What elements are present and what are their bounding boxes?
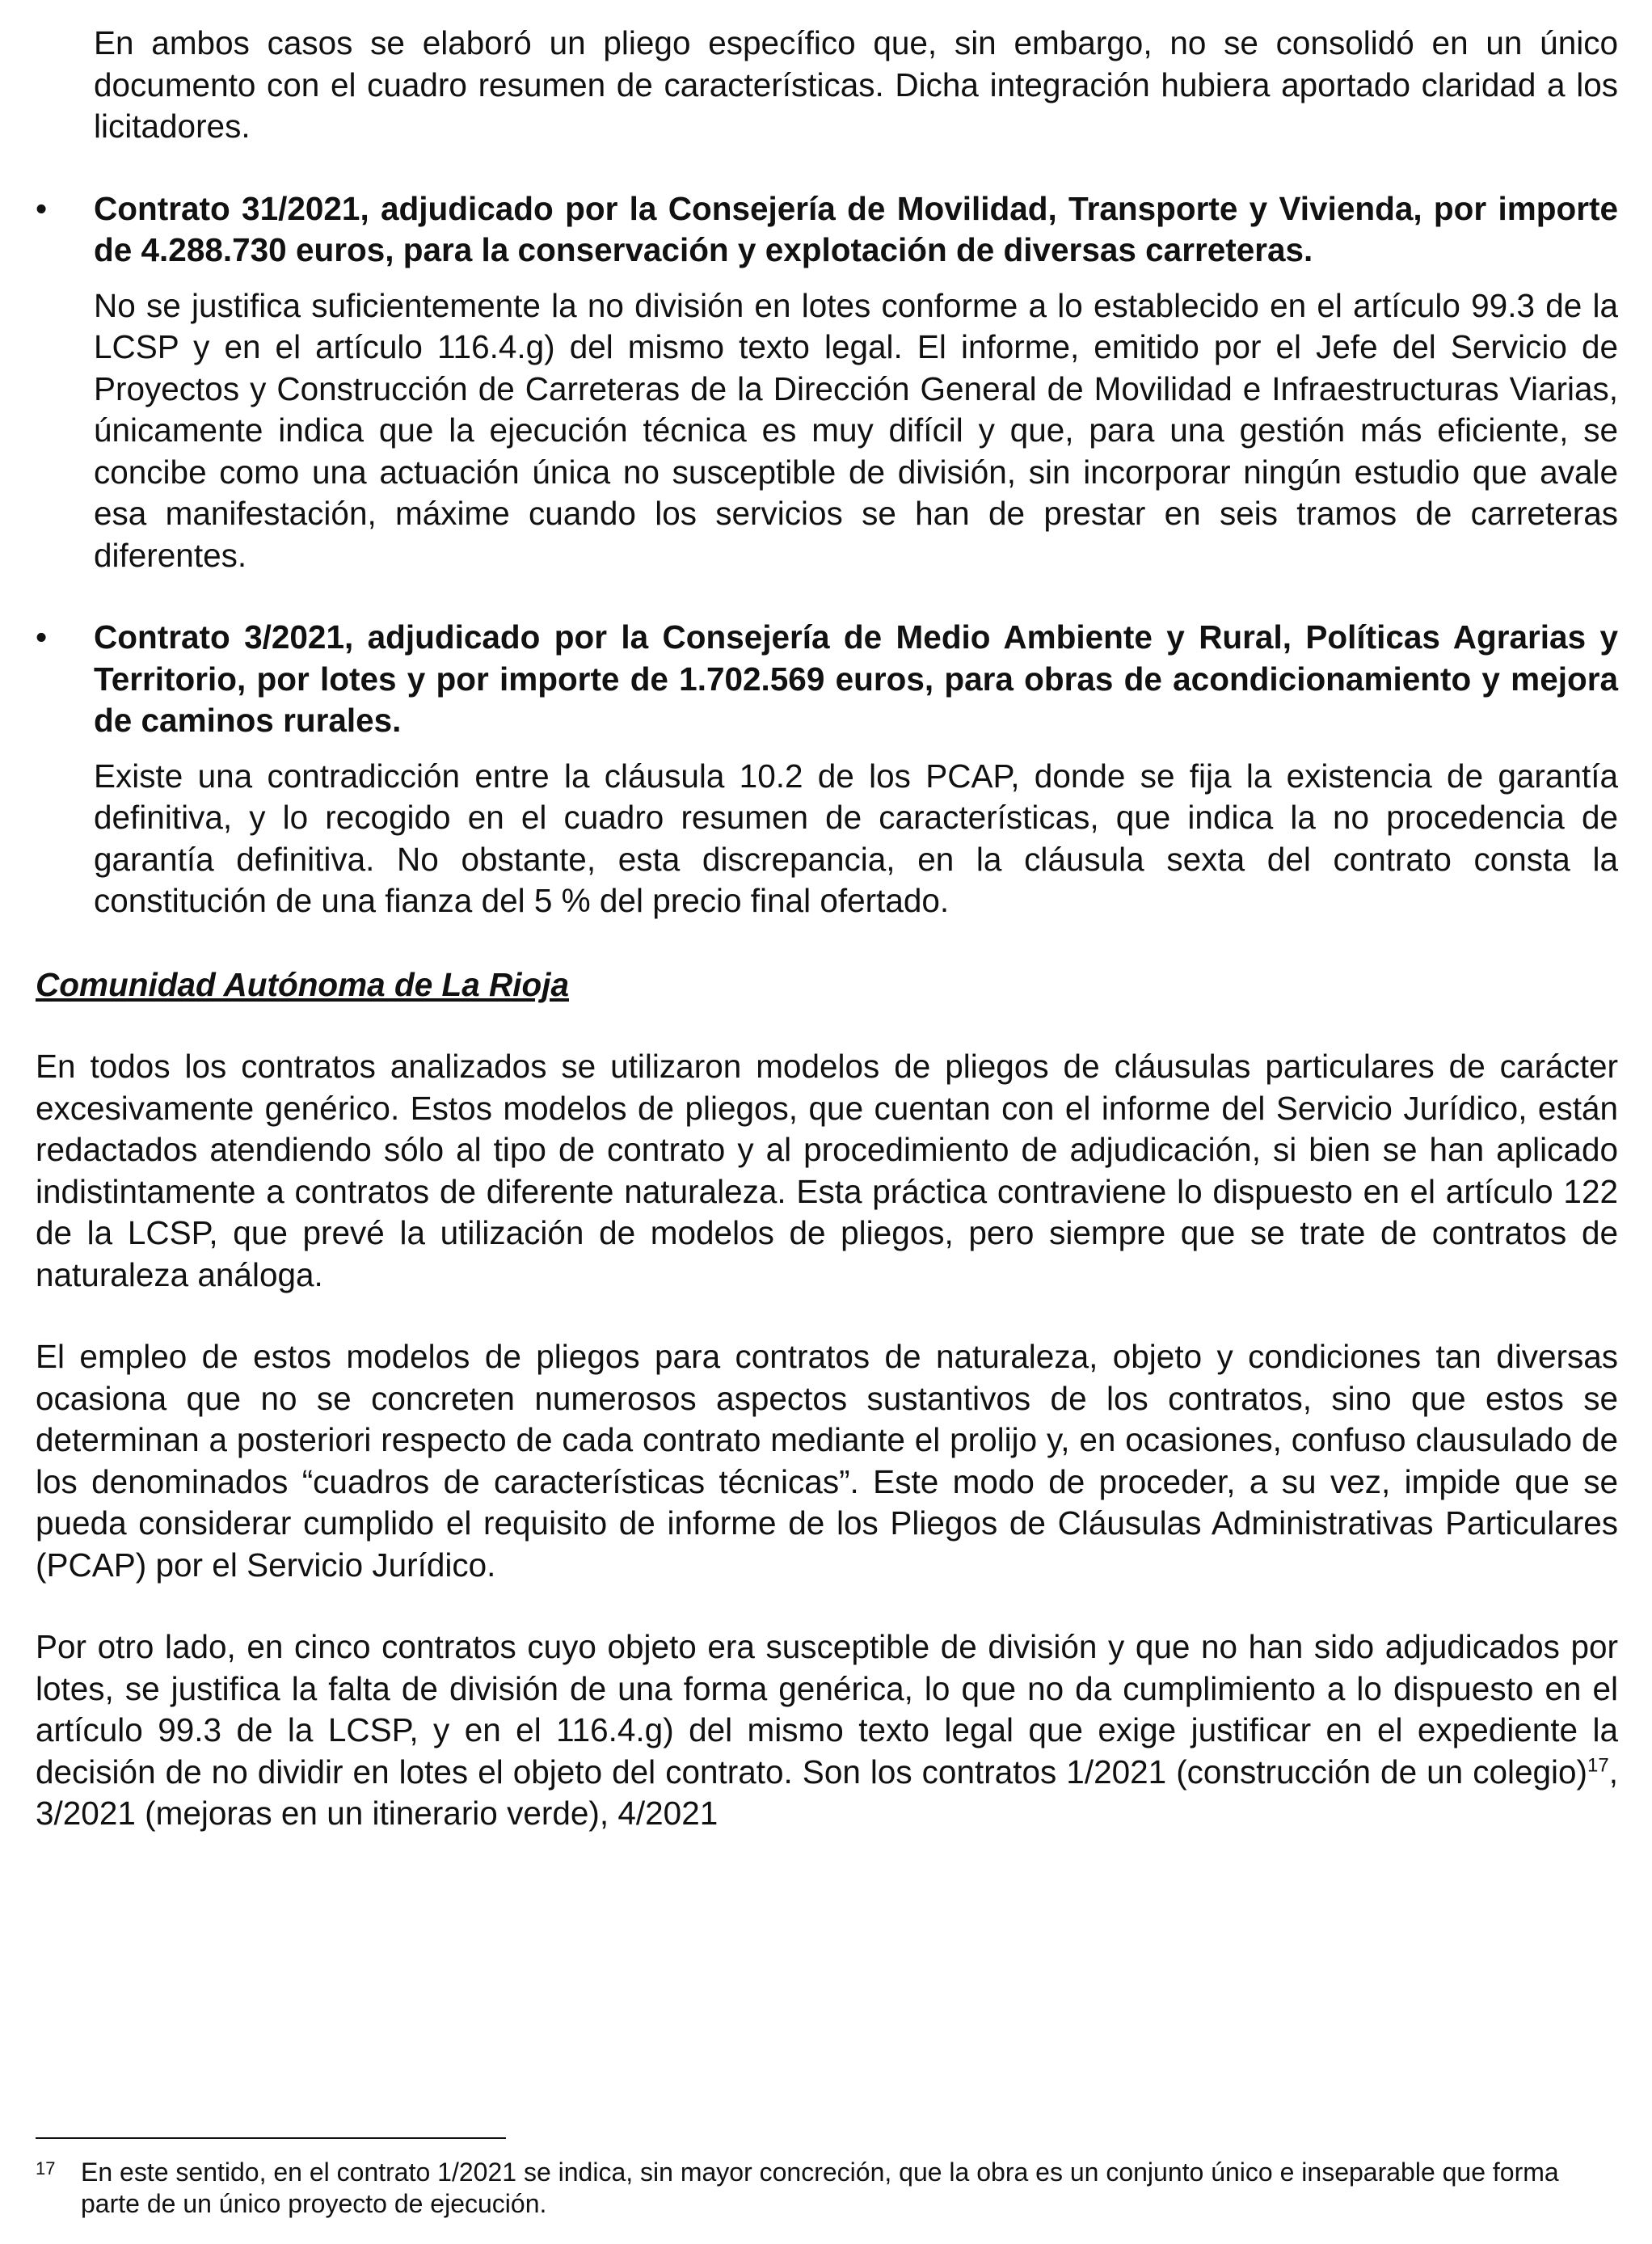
document-page xyxy=(36,23,1618,1835)
paragraph-models: En todos los contratos analizados se utilizaron modelos de pliegos de cláusulas particulares de carácter excesivamente genérico. Estos modelos de pliegos, que cuentan con el informe del Servicio Jurídico, están redactados atendiendo sólo al tipo de contrato y al procedimiento de adjudicación, si bien se han aplicado indistintamente a contratos de diferente naturaleza. Esta práctica contraviene lo dispuesto en el artículo 122 de la LCSP, que prevé la utilización de modelos de pliegos, pero siempre que se trate de contratos de naturaleza análoga. xyxy=(36,1048,1618,1293)
paragraph-division-text-1: Por otro lado, en cinco contratos cuyo objeto era susceptible de división y que no han sido adjudicados por lotes, se justifica la falta de división de una forma genérica, lo que no da cumplimiento a lo dispuesto en el artículo 99.3 de la LCSP, y en el 116.4.g) del mismo texto legal que exige justificar en el expediente la decisión de no dividir en lotes el objeto del contrato. Son los contratos 1/2021 (construcción de un colegio) xyxy=(36,1628,1618,1791)
paragraph-division-text-2: , 3/2021 (mejoras en un itinerario verde), 4/2021 xyxy=(36,1753,1618,1832)
paragraph-division xyxy=(36,1626,1618,1835)
paragraph-employment: El empleo de estos modelos de pliegos para contratos de naturaleza, objeto y condiciones tan diversas ocasiona que no se concreten numerosos aspectos sustantivos de los contratos, sino que estos se determinan a posteriori respecto de cada contrato mediante el prolijo y, en ocasiones, confuso clausulado de los denominados “cuadros de características técnicas”. Este modo de proceder, a su vez, impide que se pueda considerar cumplido el requisito de informe de los Pliegos de Cláusulas Administrativas Particulares (PCAP) por el Servicio Jurídico. xyxy=(36,1338,1618,1584)
footnote-reference: 17 xyxy=(1587,1754,1609,1776)
bullet-body-contract-31-2021: No se justifica suficientemente la no división en lotes conforme a lo establecido en el artículo 99.3 de la LCSP y en el artículo 116.4.g) del mismo texto legal. El informe, emitido por el Jefe del Servicio de Proyectos y Construcción de Carreteras de la Dirección General de Movilidad e Infraestructuras Viarias, únicamente indica que la ejecución técnica es muy difícil y que, para una gestión más eficiente, se concibe como una actuación única no susceptible de división, sin incorporar ningún estudio que avale esa manifestación, máxime cuando los servicios se han de prestar en seis tramos de carreteras diferentes. xyxy=(94,286,1618,574)
section-title-la-rioja: Comunidad Autónoma de La Rioja xyxy=(36,965,570,1003)
bullet-contract-3-2021 xyxy=(36,617,1618,922)
footnote-number: 17 xyxy=(36,2158,56,2179)
footnote-17 xyxy=(36,2157,1618,2220)
paragraph-intro: En ambos casos se elaboró un pliego específico que, sin embargo, no se consolidó en un único documento con el cuadro resumen de características. Dicha integración hubiera aportado claridad a los licitadores. xyxy=(94,24,1618,145)
bullet-contract-31-2021 xyxy=(36,188,1618,577)
bullet-title-contract-31-2021: Contrato 31/2021, adjudicado por la Consejería de Movilidad, Transporte y Vivienda, por importe de 4.288.730 euros, para la conservación y explotación de diversas carreteras. xyxy=(94,189,1618,268)
bullet-marker: • xyxy=(36,189,48,227)
bullet-title-contract-3-2021: Contrato 3/2021, adjudicado por la Consejería de Medio Ambiente y Rural, Políticas Agrarias y Territorio, por lotes y por importe de 1.702.569 euros, para obras de acondicionamiento y mejora de caminos rurales. xyxy=(94,618,1618,739)
footnote-text: En este sentido, en el contrato 1/2021 se indica, sin mayor concreción, que la obra es un conjunto único e inseparable que forma parte de un único proyecto de ejecución. xyxy=(81,2158,1559,2218)
bullet-body-contract-3-2021: Existe una contradicción entre la cláusula 10.2 de los PCAP, donde se fija la existencia de garantía definitiva, y lo recogido en el cuadro resumen de características, que indica la no procedencia de garantía definitiva. No obstante, esta discrepancia, en la cláusula sexta del contrato consta la constitución de una fianza del 5 % del precio final ofertado. xyxy=(94,757,1618,919)
bullet-marker: • xyxy=(36,618,48,656)
footnote-separator xyxy=(36,2137,506,2139)
